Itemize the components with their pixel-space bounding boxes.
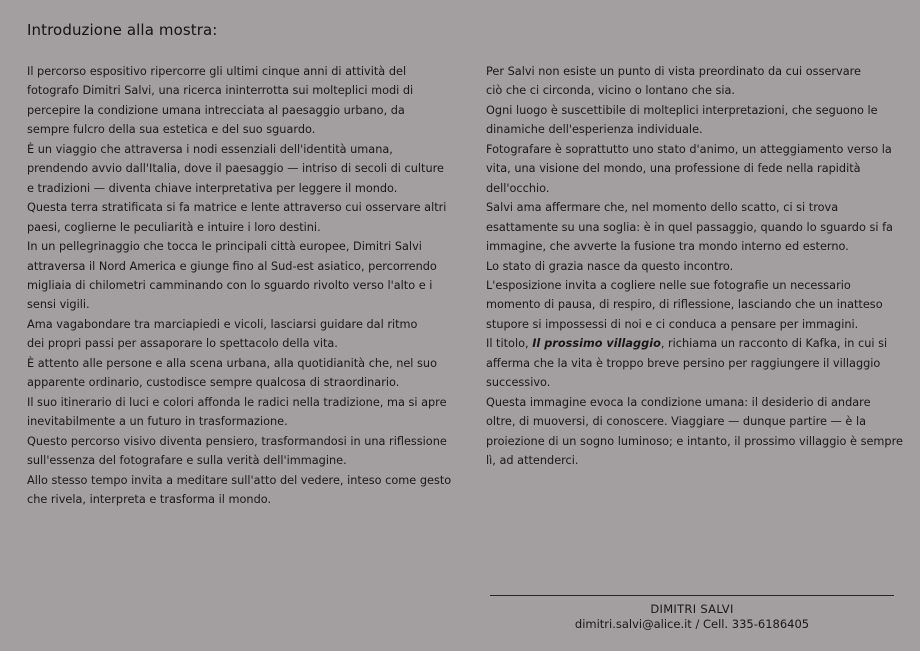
- text-line: che rivela, interpreta e trasforma il mondo.: [27, 492, 272, 506]
- text-line: esattamente su una soglia: è in quel passaggio, quando lo sguardo si fa: [486, 220, 893, 234]
- text-line: apparente ordinario, custodisce sempre qualcosa di straordinario.: [27, 376, 400, 390]
- text-line: percepire la condizione umana intrecciata al paesaggio urbano, da: [27, 103, 405, 117]
- text-line: paesi, coglierne le peculiarità e intuire i loro destini.: [27, 220, 321, 234]
- text-line: successivo.: [486, 376, 551, 390]
- text-line: prendendo avvio dall'Italia, dove il paesaggio — intriso di secoli di culture: [27, 162, 444, 176]
- titolo-after: , richiama un racconto di Kafka, in cui si: [660, 337, 888, 351]
- text-line: In un pellegrinaggio che tocca le principali città europee, Dimitri Salvi: [27, 240, 422, 254]
- text-line: Il percorso espositivo ripercorre gli ultimi cinque anni di attività del: [27, 65, 407, 78]
- text-line: inevitabilmente a un futuro in trasformazione.: [27, 415, 288, 429]
- text-line: Questa terra stratificata si fa matrice e lente attraverso cui osservare altri: [27, 201, 447, 215]
- text-line: e tradizioni — diventa chiave interpretativa per leggere il mondo.: [27, 181, 398, 195]
- text-line: dei propri passi per assaporare lo spettacolo della vita.: [27, 337, 338, 351]
- text-line: Per Salvi non esiste un punto di vista preordinato da cui osservare: [486, 65, 861, 78]
- text-line: Fotografare è soprattutto uno stato d'animo, un atteggiamento verso la: [486, 142, 892, 156]
- text-line: Lo stato di grazia nasce da questo incontro.: [486, 259, 734, 273]
- left-column: [27, 62, 457, 509]
- text-line: proiezione di un sogno luminoso; e intanto, il prossimo villaggio è sempre: [486, 434, 903, 448]
- work-title: Il prossimo villaggio: [532, 337, 661, 351]
- text-line: Ogni luogo è suscettibile di molteplici interpretazioni, che seguono le: [486, 103, 878, 117]
- text-line: È un viaggio che attraversa i nodi essenziali dell'identità umana,: [27, 142, 393, 156]
- text-line: ciò che ci circonda, vicino o lontano che sia.: [486, 84, 736, 98]
- text-line: È attento alle persone e alla scena urbana, alla quotidianità che, nel suo: [27, 356, 437, 370]
- text-line: immagine, che avverte la fusione tra mondo interno ed esterno.: [486, 240, 849, 254]
- text-line: momento di pausa, di respiro, di riflessione, lasciando che un inatteso: [486, 298, 883, 312]
- text-line: sull'essenza del fotografare e sulla verità dell'immagine.: [27, 454, 347, 468]
- text-line: oltre, di muoversi, di conoscere. Viaggiare — dunque partire — è la: [486, 415, 867, 429]
- signature-name: DIMITRI SALVI: [650, 602, 734, 616]
- text-line: Allo stesso tempo invita a meditare sull'atto del vedere, inteso come gesto: [27, 473, 452, 487]
- text-line: Salvi ama affermare che, nel momento dello scatto, ci si trova: [486, 201, 839, 215]
- text-line: Il suo itinerario di luci e colori affonda le radici nella tradizione, ma si apre: [27, 395, 447, 409]
- titolo-before: Il titolo,: [486, 337, 533, 351]
- page-title: Introduzione alla mostra:: [27, 21, 218, 39]
- signature-divider: [490, 595, 894, 596]
- text-line: lì, ad attenderci.: [486, 454, 579, 468]
- text-line: sempre fulcro della sua estetica e del suo sguardo.: [27, 123, 316, 137]
- text-line: sensi vigili.: [27, 298, 90, 312]
- right-column: [486, 62, 901, 471]
- text-line: stupore si impossessi di noi e ci conduca a pensare per immagini.: [486, 317, 859, 331]
- titolo-line: [486, 334, 901, 353]
- text-line: attraversa il Nord America e giunge fino al Sud-est asiatico, percorrendo: [27, 259, 437, 273]
- signature-contact: dimitri.salvi@alice.it / Cell. 335-6186405: [574, 617, 810, 631]
- text-line: migliaia di chilometri camminando con lo sguardo rivolto verso l'alto e i: [27, 278, 433, 292]
- text-line: Ama vagabondare tra marciapiedi e vicoli, lasciarsi guidare dal ritmo: [27, 317, 418, 331]
- text-line: Questo percorso visivo diventa pensiero, trasformandosi in una riflessione: [27, 434, 447, 448]
- text-line: fotografo Dimitri Salvi, una ricerca ininterrotta sui molteplici modi di: [27, 84, 414, 98]
- text-line: Questa immagine evoca la condizione umana: il desiderio di andare: [486, 395, 871, 409]
- text-line: vita, una visione del mondo, una professione di fede nella rapidità: [486, 162, 861, 176]
- text-line: dinamiche dell'esperienza individuale.: [486, 123, 703, 137]
- text-line: afferma che la vita è troppo breve persino per raggiungere il villaggio: [486, 356, 881, 370]
- text-line: L'esposizione invita a cogliere nelle sue fotografie un necessario: [486, 278, 851, 292]
- text-line: dell'occhio.: [486, 181, 550, 195]
